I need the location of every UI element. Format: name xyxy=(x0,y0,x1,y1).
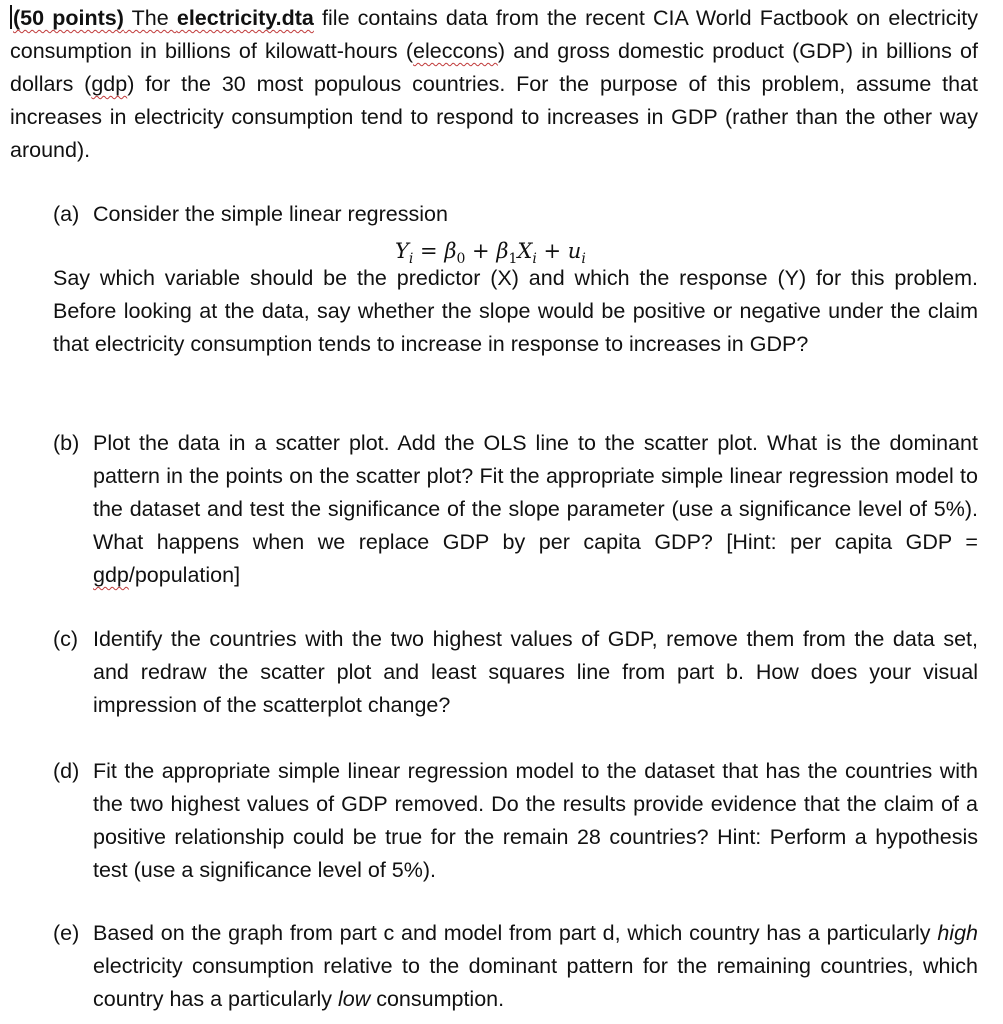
part-e xyxy=(53,917,978,1016)
eq-u: u xyxy=(567,239,582,263)
part-c-body: Identify the countries with the two highest values of GDP, remove them from the data set, and redraw the scatter plot and least squares line from part b. How does your visual impression of the scatterplot change? xyxy=(93,627,978,717)
part-a-lead: Consider the simple linear regression xyxy=(93,202,448,226)
eq-beta-0: β xyxy=(444,239,457,263)
part-e-high: high xyxy=(937,921,978,945)
part-d xyxy=(53,755,978,887)
part-e-body xyxy=(93,917,978,1016)
intro-text-2: file contains data from the recent CIA World Factbook on electricity consumption in billions of kilowatt-hours ( xyxy=(10,6,978,63)
var-eleccons: eleccons xyxy=(413,39,498,63)
part-b-text-2: /population] xyxy=(128,563,241,587)
eq-equals: = xyxy=(413,239,445,263)
var-gdp: gdp xyxy=(91,72,128,96)
text-cursor xyxy=(10,5,12,29)
eq-y: Y xyxy=(395,239,409,263)
eq-sub-0: 0 xyxy=(456,251,466,268)
part-e-label: (e) xyxy=(53,921,80,945)
eq-sub-i: i xyxy=(408,251,414,268)
eq-x: X xyxy=(517,239,533,263)
part-e-text-2: electricity consumption relative to the dominant pattern for the remaining countries, which country has a particularly xyxy=(93,954,978,1011)
part-d-label: (d) xyxy=(53,759,80,783)
part-a-body: Say which variable should be the predictor (X) and which the response (Y) for this problem. Before looking at the data, say whether the slope would be positive or negative under the claim that electricity consumption tends to increase in response to increases in GDP? xyxy=(53,266,978,356)
part-b-label: (b) xyxy=(53,431,80,455)
eq-sub-1: 1 xyxy=(508,251,518,268)
filename: electricity.dta xyxy=(176,6,314,30)
part-b-hint-var: gdp xyxy=(93,563,129,587)
part-c xyxy=(53,623,978,722)
part-c-label: (c) xyxy=(53,627,79,651)
part-b xyxy=(53,427,978,592)
eq-sub-i-3: i xyxy=(581,251,586,268)
eq-plus-2: + xyxy=(536,239,568,263)
part-e-text-1: Based on the graph from part c and model from part d, which country has a particularly xyxy=(93,921,938,945)
points-label: (50 points) xyxy=(13,6,124,30)
eq-plus-1: + xyxy=(465,239,497,263)
intro-text-3: ) and gross domestic product (GDP) in billions of dollars ( xyxy=(10,39,978,96)
eq-beta-1: β xyxy=(496,239,509,263)
part-d-body: Fit the appropriate simple linear regression model to the dataset that has the countries with the two highest values of GDP removed. Do the results provide evidence that the claim of a positive relationship could be true for the remain 28 countries? Hint: Perform a hypothesis test (use a significance level of 5%). xyxy=(93,759,978,882)
intro-text-4: ) for the 30 most populous countries. For the purpose of this problem, assume that increases in electricity consumption tend to respond to increases in GDP (rather than the other way around). xyxy=(10,72,978,162)
intro-text-1: The xyxy=(123,6,177,30)
eq-sub-i-2: i xyxy=(532,251,537,268)
intro-paragraph xyxy=(10,2,978,167)
part-a xyxy=(53,198,978,231)
part-b-text-1: Plot the data in a scatter plot. Add the OLS line to the scatter plot. What is the dominant pattern in the points on the scatter plot? Fit the appropriate simple linear regression model to the dataset and test the significance of the slope parameter (use a significance level of 5%). What happens when we replace GDP by per capita GDP? [Hint: per capita GDP = xyxy=(93,431,978,554)
part-b-body xyxy=(93,427,978,592)
part-e-low: low xyxy=(337,987,371,1011)
part-e-text-3: consumption. xyxy=(370,987,505,1011)
part-a-label: (a) xyxy=(53,202,80,226)
